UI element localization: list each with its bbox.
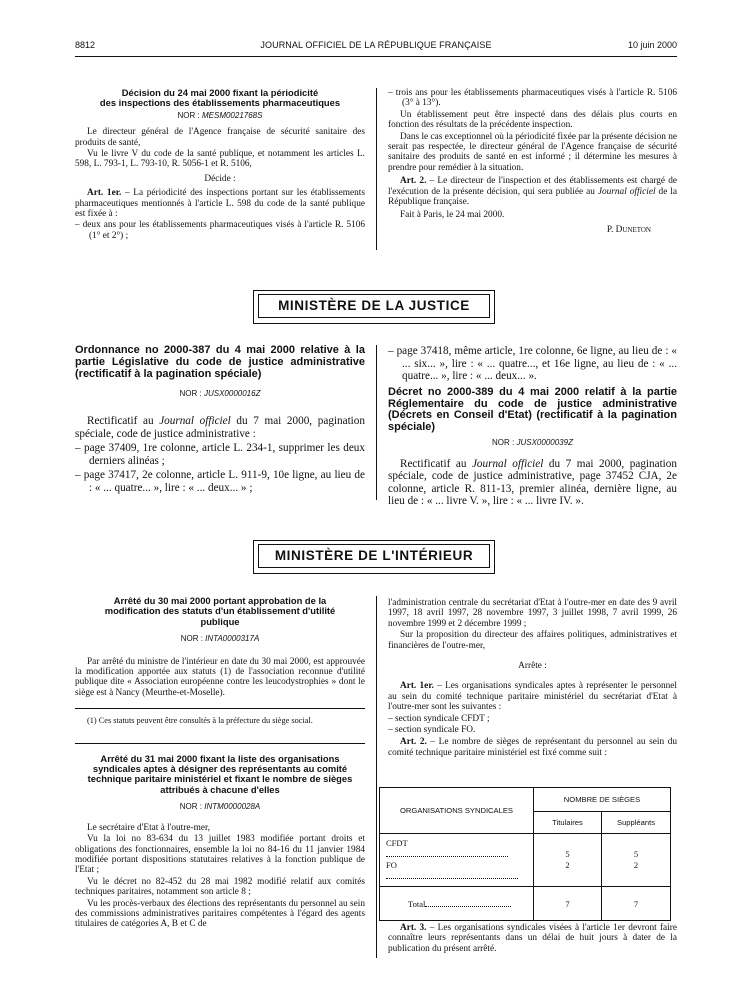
section-rule <box>75 743 365 744</box>
arrete-heading: Arrête : <box>518 661 547 672</box>
arrete1-title: Arrêté du 30 mai 2000 portant approbation de la modification des statuts d'un établissement d'utilité publique <box>104 595 336 627</box>
arrete2-para: Le secrétaire d'Etat à l'outre-mer, <box>87 822 210 833</box>
justice-right-column <box>388 345 677 510</box>
ordonnance-nor: NOR : JUSX0000016Z <box>179 389 261 399</box>
column-divider <box>376 596 377 958</box>
decret-title: Décret no 2000-389 du 4 mai 2000 relatif à la partie Réglementaire du code de justice administrative (Décrets en Conseil d'Etat) (rectificatif à la pagination spéciale) <box>388 385 677 434</box>
column-divider <box>376 345 377 500</box>
table-header-titulaires: Titulaires <box>534 812 602 834</box>
decision-fait: Fait à Paris, le 24 mai 2000. <box>400 210 505 221</box>
table-total-tit: 7 <box>534 887 602 921</box>
arrete2-article-3: Art. 3. – Les organisations syndicales visées à l'article 1er devront faire connaître leurs représentants dans un délai de huit jours à dater de la publication du présent arrêté. <box>388 923 677 954</box>
interieur-right-column <box>388 598 677 759</box>
ordonnance-title: Ordonnance no 2000-387 du 4 mai 2000 relative à la partie Législative du code de justice administrative (rectificatif à la pagination spéciale) <box>75 344 365 380</box>
table-row: FO <box>386 860 527 882</box>
decision-para: Le directeur général de l'Agence française de sécurité sanitaire des produits de santé, <box>75 127 365 148</box>
decision-nor: NOR : MESM0021768S <box>177 110 263 120</box>
arrete2-para: Vu les procès-verbaux des élections des représentants du personnel au sein des commissions administratives paritaires compétentes à l'égard des agents titulaires de catégories A, B et C de <box>75 898 365 930</box>
ministry-interieur-box <box>253 540 495 574</box>
decision-left-column <box>75 88 365 242</box>
arrete1-footnote: (1) Ces statuts peuvent être consultés à la préfecture du siège social. <box>87 716 313 726</box>
footnote-rule <box>75 708 365 709</box>
journal-title: JOURNAL OFFICIEL DE LA RÉPUBLIQUE FRANÇAISE <box>260 40 492 50</box>
decision-article-1: Art. 1er. – La périodicité des inspections portant sur les établissements pharmaceutiques mentionnés à l'article L. 598 du code de la santé publique est fixée à : <box>75 188 365 220</box>
arrete2-para: Sur la proposition du directeur des affaires politiques, administratives et financières de l'outre-mer, <box>388 630 677 651</box>
ministry-justice-box <box>253 290 495 324</box>
article-dash: – section syndicale FO. <box>388 725 476 736</box>
table-header-suppleants: Suppléants <box>602 812 671 834</box>
ministry-justice-title: MINISTÈRE DE LA JUSTICE <box>258 294 490 318</box>
table-sup-cell: 5 2 <box>602 834 671 887</box>
arrete2-title: Arrêté du 31 mai 2000 fixant la liste des organisations syndicales aptes à désigner des représentants au comité technique paritaire ministériel et fixant le nombre de sièges attribués à chacune d'elles <box>87 752 353 795</box>
page-number: 8812 <box>75 40 96 50</box>
ministry-interieur-title: MINISTÈRE DE L'INTÉRIEUR <box>258 544 490 568</box>
decret-nor: NOR : JUSX0000039Z <box>492 437 573 447</box>
table-total-sup: 7 <box>602 887 671 921</box>
table-tit-cell: 5 2 <box>534 834 602 887</box>
table-header-org: ORGANISATIONS SYNDICALES <box>380 788 534 834</box>
decision-para: Vu le livre V du code de la santé publique, et notamment les articles L. 598, L. 793-1, L. 793-10, R. 5056-1 et R. 5106, <box>75 149 365 170</box>
decide-heading: Décide : <box>204 173 236 184</box>
ordonnance-dash: – page 37418, même article, 1re colonne, 6e ligne, au lieu de : « ... six... », lire : « ... quatre..., et 16e ligne, au lieu de : « ... quatre... », lire : « ... deux... ». <box>388 345 677 383</box>
interieur-left-column <box>75 596 365 931</box>
issue-date: 10 juin 2000 <box>627 40 677 50</box>
justice-left-column <box>75 345 365 497</box>
table-row: CFDT <box>386 838 527 860</box>
decision-dash: – deux ans pour les établissements pharmaceutiques visés à l'article R. 5106 (1° et 2°) ; <box>75 220 365 241</box>
sieges-table <box>379 787 671 921</box>
arrete2-para: Vu le décret no 82-452 du 28 mai 1982 modifié relatif aux comités techniques paritaires, notamment son article 8 ; <box>75 876 365 898</box>
arrete2-nor: NOR : INTM0000028A <box>179 802 261 812</box>
decision-dash: – trois ans pour les établissements pharmaceutiques visés à l'article R. 5106 (3° à 13°). <box>388 88 677 109</box>
arrete2-para: l'administration centrale du secrétariat d'Etat à l'outre-mer en date des 9 avril 1997, 18 avril 1997, 28 novembre 1997, 3 juillet 1998, 7 avril 1999, 26 novembre 1999 et 2 décembre 1999 ; <box>388 598 677 629</box>
decret-para: Rectificatif au Journal officiel du 7 mai 2000, pagination spéciale, code de justice administrative, page 37452 CJA, 2e colonne, article R. 811-13, premier alinéa, dernière ligne, au lieu de : « ... livre V. », lire : « ... livre IV. ». <box>388 457 677 508</box>
article-3-block <box>388 923 677 955</box>
arrete2-article-2: Art. 2. – Le nombre de sièges de représentant du personnel au sein du comité technique paritaire ministériel est fixé comme suit : <box>388 737 677 758</box>
arrete2-para: Vu la loi no 83-634 du 13 juillet 1983 modifiée portant droits et obligations des fonctionnaires, ensemble la loi no 84-16 du 11 janvier 1984 modifiée portant dispositions statutaires relatives à la fonction publique de l'Etat ; <box>75 834 365 876</box>
page-header <box>75 40 677 56</box>
decision-para: Un établissement peut être inspecté dans des délais plus courts en fonction des résultats de la précédente inspection. <box>388 109 677 131</box>
decision-right-column <box>388 88 677 236</box>
arrete1-para: Par arrêté du ministre de l'intérieur en date du 30 mai 2000, est approuvée la modification apportée aux statuts (1) de l'association reconnue d'utilité publique dite « Association européenne contre les leucodystrophies » dont le siège est à Nancy (Meurthe-et-Moselle). <box>75 656 365 698</box>
table-total-label: Total <box>380 887 534 921</box>
ordonnance-dash: – page 37409, 1re colonne, article L. 234-1, supprimer les deux derniers alinéas ; <box>75 442 365 467</box>
column-divider <box>376 88 377 250</box>
ordonnance-dash: – page 37417, 2e colonne, article L. 911-9, 10e ligne, au lieu de : « ... quatre... », lire : « ... deux... » ; <box>75 469 365 494</box>
header-rule <box>75 56 677 57</box>
arrete1-nor: NOR : INTA0000317A <box>180 634 260 644</box>
decision-article-2: Art. 2. – Le directeur de l'inspection et des établissements est chargé de l'exécution de la présente décision, qui sera publiée au Journal officiel de la République française. <box>388 176 677 208</box>
decision-signature: P. Duneton <box>606 224 651 235</box>
arrete2-article-1: Art. 1er. – Les organisations syndicales aptes à représenter le personnel au sein du comité technique paritaire ministériel du secrétariat d'Etat à l'outre-mer sont les suivantes : <box>388 681 677 713</box>
ordonnance-para: Rectificatif au Journal officiel du 7 mai 2000, pagination spéciale, code de justice administrative : <box>75 414 365 440</box>
table-org-cell <box>380 834 534 887</box>
decision-title: Décision du 24 mai 2000 fixant la périodicité des inspections des établissements pharmaceutiques <box>99 87 341 109</box>
decision-para: Dans le cas exceptionnel où la périodicité fixée par la présente décision ne serait pas respectée, le directeur général de l'Agence française de sécurité sanitaire des produits de santé en est informé ; il détermine les mesures à prendre pour remédier à la situation. <box>388 131 677 173</box>
table-header-sieges: NOMBRE DE SIÈGES <box>534 788 671 812</box>
article-dash: – section syndicale CFDT ; <box>388 713 490 724</box>
